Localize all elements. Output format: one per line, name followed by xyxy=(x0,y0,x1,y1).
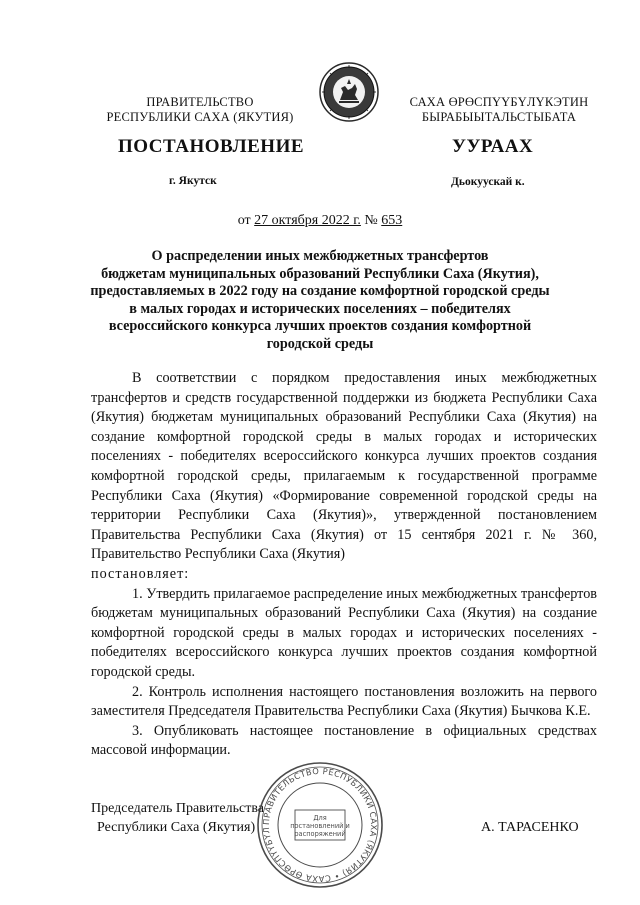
doc-type-ru: ПОСТАНОВЛЕНИЕ xyxy=(118,136,305,157)
government-name-sah-line2: БЫРАБЫЫТАЛЬСТЫБАТА xyxy=(421,110,577,124)
doc-type-sah: УУРААХ xyxy=(452,136,534,157)
emblem-icon xyxy=(319,62,379,122)
decree-title xyxy=(60,248,580,354)
title-line: бюджетам муниципальных образований Республики Саха (Якутия), xyxy=(101,265,539,282)
stamp-center-line1: Для xyxy=(313,814,327,822)
title-line: всероссийского конкурса лучших проектов создания комфортной xyxy=(108,318,532,335)
title-line: городской среды xyxy=(266,335,374,352)
date-prefix: от xyxy=(237,213,251,228)
item-2-paragraph: 2. Контроль исполнения настоящего постановления возложить на первого заместителя Председателя Правительства Республики Саха (Якутия) Бычкова К.Е. xyxy=(91,683,597,720)
decree-number: 653 xyxy=(381,213,403,228)
preamble-paragraph: В соответствии с порядком предоставления иных межбюджетных трансфертов и средств государственной поддержки из бюджета Республики Саха (Якутия) бюджетам муниципальных образований Республики Саха (Якутия) на создание комфортной городской среды в малых городах и исторических поселениях - победителях всероссийского конкурса лучших проектов создания комфортной городской среды, прилагаемым к государственной программе Республики Саха (Якутия) «Формирование современной городской среды на территории Республики Саха (Якутия)», утвержденной постановлением Правительства Республики Саха (Якутия) от 15 сентября 2021 г. № 360, Правительство Республики Саха (Якутия) xyxy=(91,370,597,563)
government-name-sah-line1: САХА ӨРӨСПҮҮБҮЛҮКЭТИН xyxy=(409,95,589,109)
official-stamp xyxy=(255,760,385,890)
stamp-ring-text: ПРАВИТЕЛЬСТВО РЕСПУБЛИКИ САХА (ЯКУТИЯ) • САХА ӨРӨСПҮҮБҮЛ xyxy=(260,765,380,885)
government-name-sah xyxy=(394,95,604,125)
signatory-name: А. ТАРАСЕНКО xyxy=(481,820,579,835)
title-line: О распределении иных межбюджетных трансфертов xyxy=(151,248,489,264)
signatory-position-line1: Председатель Правительства xyxy=(91,801,264,816)
signatory-position-line2: Республики Саха (Якутия) xyxy=(97,820,256,835)
decree-body xyxy=(91,369,597,761)
decree-word: постановляет: xyxy=(91,565,190,582)
government-name-ru xyxy=(100,95,300,125)
item-3-paragraph: 3. Опубликовать настоящее постановление в официальных средствах массовой информации. xyxy=(91,722,597,759)
city-ru: г. Якутск xyxy=(169,175,217,187)
title-line: в малых городах и исторических поселениях – победителях xyxy=(129,300,511,317)
stamp-center-line3: распоряжений xyxy=(294,830,346,838)
government-name-ru-line2: РЕСПУБЛИКИ САХА (ЯКУТИЯ) xyxy=(106,110,294,124)
signatory-position xyxy=(91,799,264,837)
date-line xyxy=(0,213,640,229)
government-name-ru-line1: ПРАВИТЕЛЬСТВО xyxy=(146,95,254,109)
decree-date: 27 октября 2022 г. xyxy=(254,213,361,228)
title-line: предоставляемых в 2022 году на создание комфортной городской среды xyxy=(90,283,550,300)
city-sah: Дьокуускай к. xyxy=(451,176,525,188)
stamp-center-line2: постановлений и xyxy=(290,822,350,830)
number-sign: № xyxy=(364,213,378,228)
item-1-paragraph: 1. Утвердить прилагаемое распределение иных межбюджетных трансфертов бюджетам муниципальных образований Республики Саха (Якутия) на создание комфортной городской среды в малых городах и исторических поселениях - победителях всероссийского конкурса лучших проектов создания комфортной городской среды. xyxy=(91,585,597,680)
